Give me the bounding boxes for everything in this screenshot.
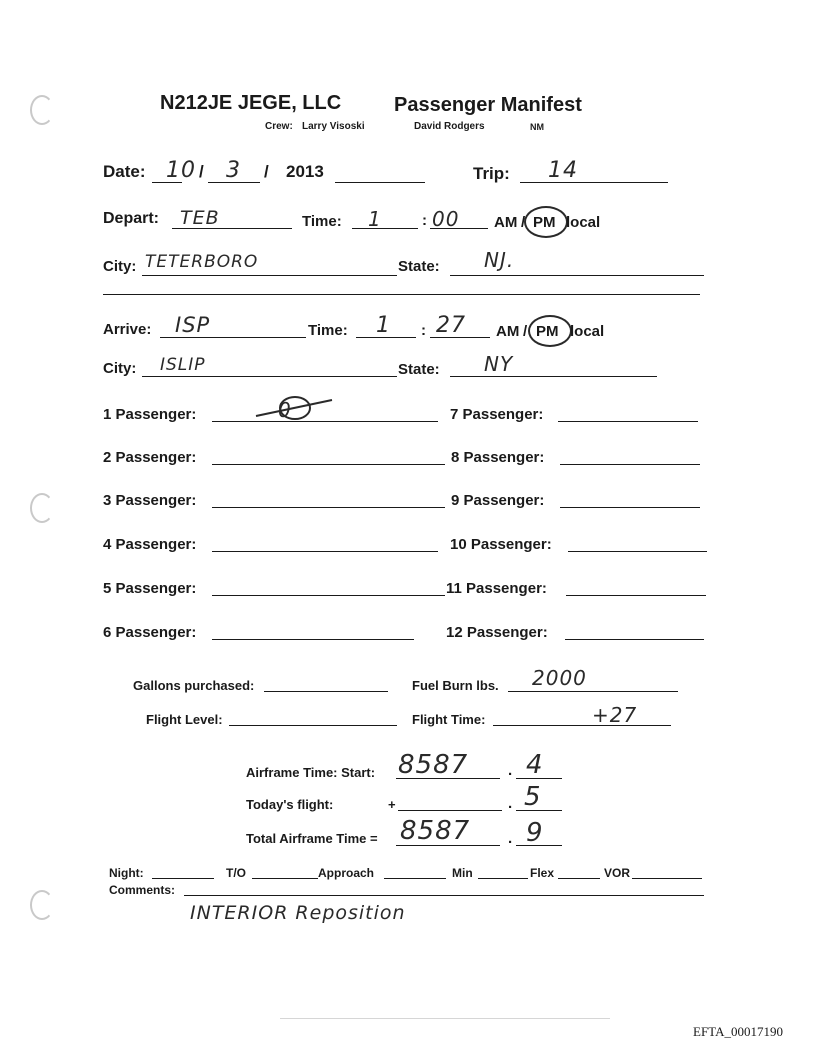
depart-state-label: State: [398, 258, 440, 275]
document-id: EFTA_00017190 [693, 1024, 783, 1039]
date-year: 2013 [286, 162, 324, 181]
date-label: Date: [103, 162, 146, 181]
passenger-9-field [560, 507, 700, 508]
date-month: 10 [166, 158, 196, 183]
passenger-2-label: 2 Passenger: [103, 449, 197, 466]
fuel-burn-value: 2000 [532, 666, 587, 690]
passenger-4-field [212, 551, 438, 552]
depart-minute: 00 [432, 207, 460, 231]
depart-state: NJ. [484, 248, 515, 272]
manifest-page: N212JE JEGE, LLC Passenger Manifest Crew: Larry Visoski David Rodgers NM Date: 10 / 3 / 2013 Trip: 14 Depart: TEB Time: 1 : 00 AM / PM local City: TETERBORO State: NJ. Arrive: ISP Time: 1 : 27 AM / PM local City: ISLIP State: NY 1 Passenger: 7 Passenger: 2 Passenger: 8 Passenger: 3 Passenger: 9 Passenger: 4 Passenger: 10 Passenger: 5 Passenger: 11 Passenger: 6 Passenger: 12 Passenger: 0 Gallons purchased: Fuel Burn lbs. 2000 Flight Level: Flight Time: +27 Airframe Time: Start: 8587 . 4 Today's flight: + . 5 Total Airframe Time = 8587 . 9 Night: T/O Approach Min Flex VOR Comments: INTERIOR Reposition EFTA_00017190 [0, 0, 816, 1056]
arrive-city-label: City: [103, 360, 137, 377]
arrive-am: AM [496, 323, 520, 340]
passenger-2-field [212, 464, 445, 465]
todays-flight-plus: + [388, 797, 396, 812]
depart-time-label: Time: [302, 213, 342, 230]
total-airframe-decimal: 9 [526, 818, 544, 848]
binder-hole-bottom [30, 890, 54, 920]
trip-label: Trip: [473, 164, 510, 183]
passenger-11-field [566, 595, 706, 596]
trip-value: 14 [548, 158, 578, 183]
date-separator-1: / [199, 162, 204, 181]
total-airframe-label: Total Airframe Time = [246, 831, 378, 846]
date-separator-2: / [264, 162, 269, 181]
crew-member-1: Larry Visoski [302, 121, 365, 132]
airframe-start-whole: 8587 [398, 750, 469, 780]
passenger-5-field [212, 595, 445, 596]
flight-level-label: Flight Level: [146, 712, 223, 727]
flight-time-value: +27 [592, 703, 638, 727]
total-airframe-whole: 8587 [400, 816, 471, 846]
arrive-state-label: State: [398, 361, 440, 378]
passenger-3-field [212, 507, 445, 508]
approach-label: Approach [318, 866, 375, 880]
passenger-4-label: 4 Passenger: [103, 536, 197, 553]
flex-label: Flex [530, 866, 555, 880]
passenger-12-label: 12 Passenger: [446, 624, 548, 641]
crew-member-3: NM [530, 122, 544, 132]
passenger-3-label: 3 Passenger: [103, 492, 197, 509]
passenger-9-label: 9 Passenger: [451, 492, 545, 509]
flight-time-label: Flight Time: [412, 712, 486, 727]
comments-text: INTERIOR Reposition [190, 902, 406, 924]
depart-time-colon: : [422, 212, 427, 229]
airframe-start-dot: . [508, 762, 513, 779]
fuel-burn-label: Fuel Burn lbs. [412, 678, 499, 693]
passenger-10-label: 10 Passenger: [450, 536, 552, 553]
passenger-7-field [558, 421, 698, 422]
passenger-8-label: 8 Passenger: [451, 449, 545, 466]
arrive-hour: 1 [376, 313, 391, 338]
passenger-11-label: 11 Passenger: [446, 580, 547, 597]
crew-member-2: David Rodgers [414, 121, 485, 132]
depart-label: Depart: [103, 210, 160, 227]
arrive-time-label: Time: [308, 322, 348, 339]
night-label: Night: [109, 866, 144, 880]
manifest-title: Passenger Manifest [394, 94, 582, 116]
min-label: Min [452, 866, 473, 880]
arrive-state: NY [484, 352, 514, 376]
arrive-city: ISLIP [160, 355, 206, 375]
comments-label: Comments: [109, 883, 176, 897]
company-title: N212JE JEGE, LLC [160, 92, 342, 114]
binder-hole-middle [30, 493, 54, 523]
arrive-label: Arrive: [103, 321, 152, 338]
arrive-time-colon: : [421, 322, 426, 339]
passenger-12-field [565, 639, 704, 640]
crew-label: Crew: [265, 121, 293, 132]
depart-airport: TEB [180, 207, 220, 229]
depart-pm-circle [524, 206, 568, 238]
passenger-1-strike [252, 392, 338, 422]
binder-hole-top [30, 95, 54, 125]
airframe-start-label: Airframe Time: Start: [246, 765, 376, 780]
passenger-8-field [560, 464, 700, 465]
passenger-5-label: 5 Passenger: [103, 580, 197, 597]
passenger-6-field [212, 639, 414, 640]
passenger-1-value: 0 [278, 398, 292, 422]
depart-hour: 1 [368, 207, 382, 231]
passenger-1-label: 1 Passenger: [103, 406, 197, 423]
todays-flight-decimal: 5 [524, 782, 542, 812]
todays-flight-label: Today's flight: [246, 797, 334, 812]
scan-artifact-line [280, 1018, 610, 1019]
airframe-start-decimal: 4 [526, 750, 544, 780]
arrive-airport: ISP [175, 313, 211, 337]
passenger-7-label: 7 Passenger: [450, 406, 544, 423]
arrive-minute: 27 [436, 313, 466, 338]
depart-am: AM [494, 214, 518, 231]
section-divider [103, 294, 700, 295]
todays-flight-dot: . [508, 795, 513, 812]
depart-local: local [566, 214, 601, 231]
passenger-6-label: 6 Passenger: [103, 624, 197, 641]
date-day: 3 [226, 158, 241, 183]
total-airframe-dot: . [508, 830, 513, 847]
arrive-local: local [570, 323, 605, 340]
gallons-purchased-label: Gallons purchased: [133, 678, 255, 693]
vor-label: VOR [604, 866, 631, 880]
arrive-pm-circle [528, 315, 572, 347]
depart-city-label: City: [103, 258, 137, 275]
passenger-10-field [568, 551, 707, 552]
takeoff-label: T/O [226, 866, 246, 880]
depart-city: TETERBORO [145, 252, 259, 272]
depart-pm: PM [533, 214, 556, 231]
arrive-pm: PM [536, 323, 559, 340]
